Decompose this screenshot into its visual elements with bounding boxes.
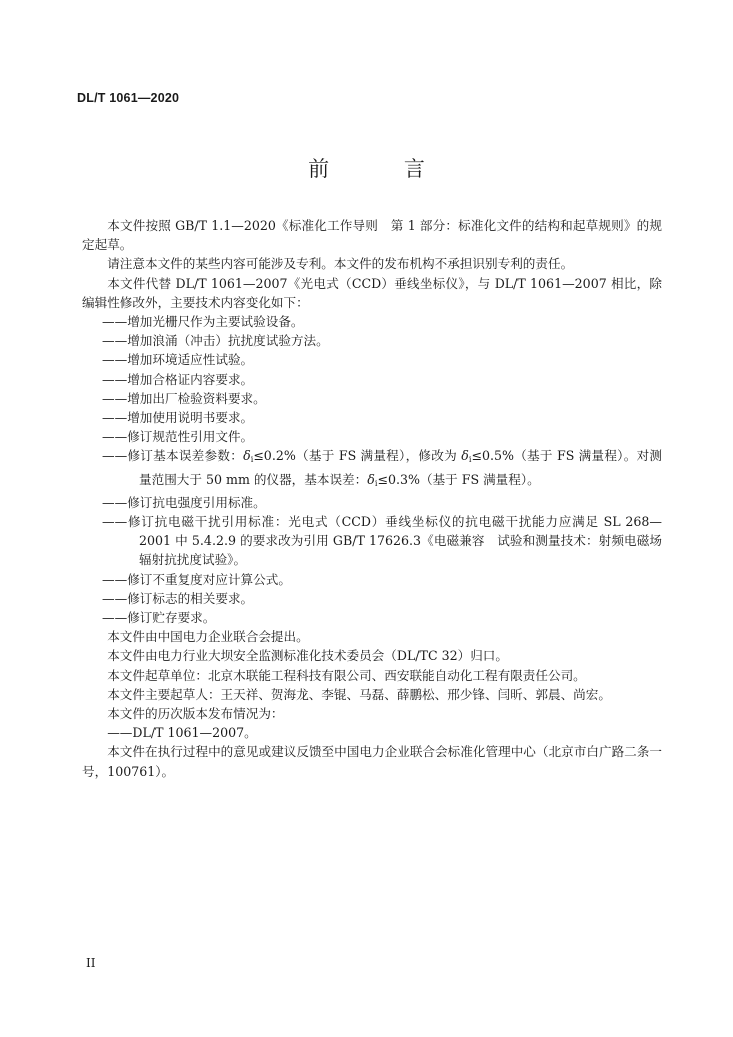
delta-symbol: δ bbox=[243, 448, 251, 464]
drafting-units-paragraph: 本文件起草单位：北京木联能工程科技有限公司、西安联能自动化工程有限责任公司。 bbox=[107, 667, 586, 683]
change-item: ——增加浪涌（冲击）抗扰度试验方法。 bbox=[102, 333, 329, 349]
intro-paragraph: 本文件按照 GB/T 1.1—2020《标准化工作导则 第 1 部分：标准化文件的结构和起草规则》的规定起草。 bbox=[82, 218, 662, 253]
history-item: ——DL/T 1061—2007。 bbox=[107, 725, 257, 741]
delta-symbol: δ bbox=[367, 471, 375, 487]
intro-paragraph: 本文件代替 DL/T 1061—2007《光电式（CCD）垂线坐标仪》，与 DL/T 1061—2007 相比，除编辑性修改外，主要技术内容变化如下： bbox=[82, 275, 662, 310]
change-item: ——修订标志的相关要求。 bbox=[102, 590, 254, 606]
change-item: ——增加使用说明书要求。 bbox=[102, 410, 254, 426]
change-item: ——增加环境适应性试验。 bbox=[102, 352, 254, 368]
change-item: ——增加出厂检验资料要求。 bbox=[102, 390, 266, 406]
change-item-error-params bbox=[82, 446, 662, 492]
history-title: 本文件的历次版本发布情况为： bbox=[107, 706, 284, 722]
subscript-i: i bbox=[374, 478, 378, 488]
text-run: ——修订基本误差参数： bbox=[102, 448, 244, 464]
foreword-body bbox=[82, 216, 662, 781]
subscript-i: i bbox=[468, 455, 472, 465]
standard-code: DL/T 1061—2020 bbox=[77, 91, 180, 105]
drafters-paragraph: 本文件主要起草人：王天祥、贺海龙、李锟、马磊、薛鹏松、邢少锋、闫昕、郭晨、尚宏。 bbox=[107, 686, 611, 702]
change-item: ——修订抗电磁干扰引用标准：光电式（CCD）垂线坐标仪的抗电磁干扰能力应满足 SL 268—2001 中 5.4.2.9 的要求改为引用 GB/T 17626.3《电磁兼容 试验和测量技术：射频电磁场辐射抗扰度试验》。 bbox=[102, 514, 662, 568]
delta-symbol: δ bbox=[461, 448, 469, 464]
intro-paragraph: 请注意本文件的某些内容可能涉及专利。本文件的发布机构不承担识别专利的责任。 bbox=[107, 256, 574, 272]
change-item: ——修订不重复度对应计算公式。 bbox=[102, 571, 291, 587]
text-run: ≤0.5%（基于 FS 满量程）。对测量范围大于 50 mm 的仪器，基本误差： bbox=[139, 448, 663, 487]
proposer-paragraph: 本文件由中国电力企业联合会提出。 bbox=[107, 629, 309, 645]
page-number: II bbox=[86, 956, 96, 970]
text-run: ≤0.2%（基于 FS 满量程），修改为 bbox=[253, 448, 462, 464]
page-title: 前 言 bbox=[308, 157, 459, 181]
subscript-i: i bbox=[250, 455, 254, 465]
change-item: ——修订贮存要求。 bbox=[102, 610, 216, 626]
change-item: ——增加合格证内容要求。 bbox=[102, 371, 254, 387]
change-item: ——修订规范性引用文件。 bbox=[102, 429, 254, 445]
change-item: ——修订抗电强度引用标准。 bbox=[102, 494, 266, 510]
feedback-paragraph: 本文件在执行过程中的意见或建议反馈至中国电力企业联合会标准化管理中心（北京市白广路二条一号，100761）。 bbox=[82, 744, 662, 779]
text-run: ≤0.3%（基于 FS 满量程）。 bbox=[377, 471, 540, 487]
change-item: ——增加光栅尺作为主要试验设备。 bbox=[102, 314, 304, 330]
committee-paragraph: 本文件由电力行业大坝安全监测标准化技术委员会（DL/TC 32）归口。 bbox=[107, 648, 508, 664]
